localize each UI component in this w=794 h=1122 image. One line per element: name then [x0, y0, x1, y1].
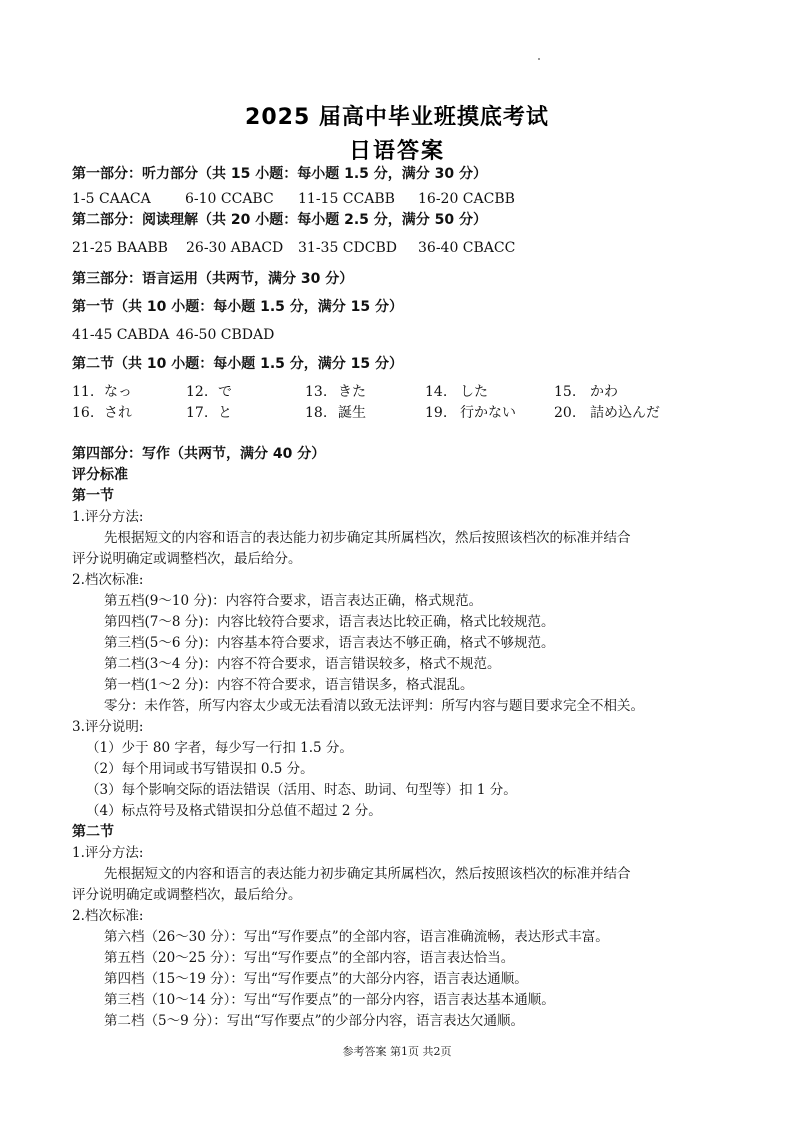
section1-heading: 第一节 [72, 488, 114, 504]
level-item: 第三档(5～6 分)：内容基本符合要求，语言表达不够正确，格式不够规范。 [104, 635, 555, 651]
page-footer: 参考答案 第1页 共2页 [342, 1045, 452, 1058]
note-item: （4）标点符号及格式错误扣分总值不超过 2 分。 [86, 803, 382, 819]
note-item: （2）每个用词或书写错误扣 0.5 分。 [86, 761, 314, 777]
fill-num: 14. [425, 384, 448, 400]
notes-label: 3.评分说明: [72, 719, 144, 735]
fill-answer: 誕生 [338, 405, 366, 421]
level-item: 第四档（15～19 分）：写出“写作要点”的大部分内容，语言表达通顺。 [104, 971, 528, 987]
fill-num: 19. [425, 405, 448, 421]
level-item: 第六档（26～30 分）：写出“写作要点”的全部内容，语言准确流畅，表达形式丰富。 [104, 929, 609, 945]
fill-answer: され [104, 405, 132, 421]
method-label: 1.评分方法: [72, 509, 144, 525]
level-item: 零分：未作答，所写内容太少或无法看清以致无法评判：所写内容与题目要求完全不相关。 [104, 698, 644, 714]
scan-speck [538, 58, 540, 60]
note-item: （3）每个影响交际的语法错误（活用、时态、助词、句型等）扣 1 分。 [86, 782, 517, 798]
level-item: 第二档（5～9 分）：写出“写作要点”的少部分内容，语言表达欠通顺。 [104, 1013, 525, 1029]
fill-num: 12. [186, 384, 209, 400]
criteria-heading: 评分标准 [72, 467, 128, 483]
fill-answer: で [218, 384, 232, 400]
method-text: 先根据短文的内容和语言的表达能力初步确定其所属档次，然后按照该档次的标准并结合 [104, 530, 631, 546]
method-text: 评分说明确定或调整档次，最后给分。 [72, 551, 302, 567]
part3-section1-heading: 第一节（共 10 小题：每小题 1.5 分，满分 15 分） [72, 299, 404, 315]
level-item: 第三档（10～14 分）：写出“写作要点”的一部分内容，语言表达基本通顺。 [104, 992, 555, 1008]
fill-num: 16. [72, 405, 95, 421]
section2-heading: 第二节 [72, 824, 114, 840]
level-item: 第二档(3～4 分)：内容不符合要求，语言错误较多，格式不规范。 [104, 656, 501, 672]
part4-heading: 第四部分：写作（共两节，满分 40 分） [72, 446, 326, 462]
answer-group: 11-15 CCABB [298, 191, 395, 207]
level-item: 第一档(1～2 分)：内容不符合要求，语言错误多，格式混乱。 [104, 677, 474, 693]
fill-answer: きた [338, 384, 366, 400]
exam-title: 2025 届高中毕业班摸底考试 [245, 105, 549, 130]
answer-group: 26-30 ABACD [186, 240, 284, 256]
part3-section2-heading: 第二节（共 10 小题：每小题 1.5 分，满分 15 分） [72, 356, 404, 372]
answer-group: 21-25 BAABB [72, 240, 168, 256]
part2-heading: 第二部分：阅读理解（共 20 小题：每小题 2.5 分，满分 50 分） [72, 212, 488, 228]
answer-group: 46-50 CBDAD [176, 327, 275, 343]
level-item: 第四档(7～8 分)：内容比较符合要求，语言表达比较正确，格式比较规范。 [104, 614, 555, 630]
answer-group: 16-20 CACBB [418, 191, 515, 207]
note-item: （1）少于 80 字者，每少写一行扣 1.5 分。 [86, 740, 353, 756]
part1-heading: 第一部分：听力部分（共 15 小题：每小题 1.5 分，满分 30 分） [72, 166, 488, 182]
answer-title: 日语答案 [348, 139, 445, 164]
level-item: 第五档（20～25 分）：写出“写作要点”的全部内容，语言表达恰当。 [104, 950, 515, 966]
answer-group: 31-35 CDCBD [298, 240, 397, 256]
fill-answer: かわ [590, 384, 618, 400]
answer-group: 41-45 CABDA [72, 327, 170, 343]
fill-answer: と [218, 405, 232, 421]
fill-answer: した [460, 384, 488, 400]
fill-answer: なっ [104, 384, 132, 400]
fill-answer: 行かない [460, 405, 516, 421]
fill-num: 13. [305, 384, 328, 400]
level-item: 第五档(9～10 分)：内容符合要求，语言表达正确，格式规范。 [104, 593, 483, 609]
levels-label: 2.档次标准: [72, 572, 144, 588]
fill-num: 17. [186, 405, 209, 421]
answer-group: 1-5 CAACA [72, 191, 151, 207]
method-label: 1.评分方法: [72, 845, 144, 861]
fill-num: 15. [554, 384, 577, 400]
levels-label: 2.档次标准: [72, 908, 144, 924]
fill-answer: 詰め込んだ [590, 405, 660, 421]
part3-heading: 第三部分：语言运用（共两节，满分 30 分） [72, 271, 354, 287]
answer-group: 6-10 CCABC [185, 191, 274, 207]
method-text: 评分说明确定或调整档次，最后给分。 [72, 887, 302, 903]
fill-num: 20. [554, 405, 577, 421]
method-text: 先根据短文的内容和语言的表达能力初步确定其所属档次，然后按照该档次的标准并结合 [104, 866, 631, 882]
answer-group: 36-40 CBACC [418, 240, 516, 256]
fill-num: 11. [72, 384, 95, 400]
fill-num: 18. [305, 405, 328, 421]
